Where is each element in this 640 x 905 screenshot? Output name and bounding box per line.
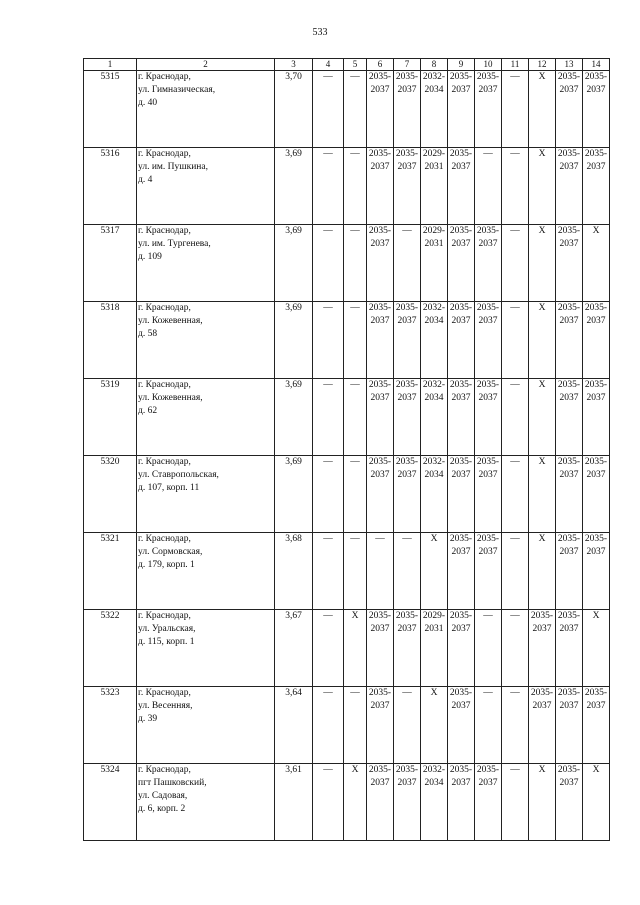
value-cell-col-7: 2035-2037 [394, 302, 421, 379]
value-cell-col-5: — [344, 379, 367, 456]
address-cell [137, 687, 275, 764]
value-cell-col-6: 2035-2037 [367, 456, 394, 533]
address-line: ул. Ставропольская, [138, 470, 219, 480]
table-row [84, 302, 610, 379]
value-cell-col-11: — [502, 379, 529, 456]
table-row [84, 764, 610, 841]
value-cell-col-11: — [502, 302, 529, 379]
value-cell-col-5: — [344, 456, 367, 533]
address-cell [137, 610, 275, 687]
value-cell-col-7: 2035-2037 [394, 610, 421, 687]
value-cell-col-10: 2035-2037 [475, 456, 502, 533]
value-cell-col-10: 2035-2037 [475, 764, 502, 841]
table-row [84, 148, 610, 225]
column-number-10: 10 [475, 59, 502, 71]
value-cell-col-6: — [367, 533, 394, 610]
value-cell-col-14: 2035-2037 [583, 533, 610, 610]
value-cell-col-14: 2035-2037 [583, 379, 610, 456]
value-cell-col-12: Х [529, 225, 556, 302]
registry-table [83, 58, 610, 841]
address-line: г. Краснодар, [138, 534, 191, 544]
value-cell-col-8: 2032-2034 [421, 456, 448, 533]
address-line: д. 179, корп. 1 [138, 560, 195, 570]
column-number-6: 6 [367, 59, 394, 71]
value-cell-col-6: 2035-2037 [367, 71, 394, 148]
value-cell-col-4: — [313, 379, 344, 456]
value-cell-col-10: — [475, 687, 502, 764]
row-number-cell: 5324 [84, 764, 137, 841]
address-line: ул. Кожевенная, [138, 393, 203, 403]
value-cell-col-9: 2035-2037 [448, 764, 475, 841]
row-number-cell: 5319 [84, 379, 137, 456]
address-cell [137, 148, 275, 225]
column-number-3: 3 [275, 59, 313, 71]
value-cell-col-8: 2029-2031 [421, 148, 448, 225]
area-cell: 3,69 [275, 302, 313, 379]
value-cell-col-6: 2035-2037 [367, 687, 394, 764]
value-cell-col-12: Х [529, 148, 556, 225]
column-number-7: 7 [394, 59, 421, 71]
address-cell [137, 456, 275, 533]
value-cell-col-10: — [475, 148, 502, 225]
address-line: г. Краснодар, [138, 688, 191, 698]
value-cell-col-12: Х [529, 533, 556, 610]
value-cell-col-5: Х [344, 764, 367, 841]
value-cell-col-9: 2035-2037 [448, 533, 475, 610]
address-line: г. Краснодар, [138, 226, 191, 236]
value-cell-col-7: 2035-2037 [394, 379, 421, 456]
value-cell-col-9: 2035-2037 [448, 225, 475, 302]
address-cell [137, 533, 275, 610]
address-line: ул. им. Тургенева, [138, 239, 211, 249]
value-cell-col-4: — [313, 610, 344, 687]
value-cell-col-11: — [502, 456, 529, 533]
column-number-12: 12 [529, 59, 556, 71]
address-line: г. Краснодар, [138, 149, 191, 159]
row-number-cell: 5323 [84, 687, 137, 764]
area-cell: 3,69 [275, 379, 313, 456]
value-cell-col-9: 2035-2037 [448, 302, 475, 379]
value-cell-col-10: 2035-2037 [475, 225, 502, 302]
value-cell-col-14: Х [583, 225, 610, 302]
value-cell-col-7: 2035-2037 [394, 71, 421, 148]
value-cell-col-7: — [394, 533, 421, 610]
address-line: ул. Уральская, [138, 624, 196, 634]
area-cell: 3,70 [275, 71, 313, 148]
value-cell-col-5: Х [344, 610, 367, 687]
value-cell-col-6: 2035-2037 [367, 302, 394, 379]
address-cell [137, 71, 275, 148]
value-cell-col-4: — [313, 533, 344, 610]
address-cell [137, 225, 275, 302]
address-line: пгт Пашковский, [138, 778, 207, 788]
address-line: д. 4 [138, 175, 153, 185]
value-cell-col-12: Х [529, 71, 556, 148]
address-line: д. 39 [138, 714, 158, 724]
value-cell-col-4: — [313, 687, 344, 764]
area-cell: 3,67 [275, 610, 313, 687]
address-line: г. Краснодар, [138, 303, 191, 313]
value-cell-col-8: 2029-2031 [421, 610, 448, 687]
value-cell-col-4: — [313, 71, 344, 148]
value-cell-col-8: 2032-2034 [421, 71, 448, 148]
value-cell-col-6: 2035-2037 [367, 225, 394, 302]
value-cell-col-10: 2035-2037 [475, 302, 502, 379]
area-cell: 3,69 [275, 148, 313, 225]
value-cell-col-13: 2035-2037 [556, 610, 583, 687]
value-cell-col-6: 2035-2037 [367, 610, 394, 687]
value-cell-col-8: Х [421, 533, 448, 610]
value-cell-col-14: 2035-2037 [583, 71, 610, 148]
value-cell-col-7: — [394, 687, 421, 764]
column-number-13: 13 [556, 59, 583, 71]
value-cell-col-11: — [502, 148, 529, 225]
value-cell-col-9: 2035-2037 [448, 379, 475, 456]
value-cell-col-5: — [344, 533, 367, 610]
value-cell-col-7: — [394, 225, 421, 302]
address-line: ул. Гимназическая, [138, 85, 216, 95]
address-line: г. Краснодар, [138, 765, 191, 775]
value-cell-col-9: 2035-2037 [448, 148, 475, 225]
value-cell-col-7: 2035-2037 [394, 148, 421, 225]
value-cell-col-4: — [313, 302, 344, 379]
area-cell: 3,69 [275, 456, 313, 533]
address-line: г. Краснодар, [138, 380, 191, 390]
value-cell-col-14: 2035-2037 [583, 687, 610, 764]
value-cell-col-14: 2035-2037 [583, 148, 610, 225]
value-cell-col-11: — [502, 533, 529, 610]
value-cell-col-5: — [344, 71, 367, 148]
area-cell: 3,64 [275, 687, 313, 764]
value-cell-col-5: — [344, 148, 367, 225]
value-cell-col-9: 2035-2037 [448, 610, 475, 687]
value-cell-col-7: 2035-2037 [394, 764, 421, 841]
column-number-14: 14 [583, 59, 610, 71]
address-line: г. Краснодар, [138, 611, 191, 621]
value-cell-col-8: 2032-2034 [421, 302, 448, 379]
column-number-9: 9 [448, 59, 475, 71]
value-cell-col-5: — [344, 687, 367, 764]
value-cell-col-10: 2035-2037 [475, 533, 502, 610]
row-number-cell: 5316 [84, 148, 137, 225]
value-cell-col-14: Х [583, 764, 610, 841]
value-cell-col-13: 2035-2037 [556, 225, 583, 302]
value-cell-col-10: 2035-2037 [475, 379, 502, 456]
column-number-row [84, 59, 610, 71]
value-cell-col-12: Х [529, 764, 556, 841]
value-cell-col-13: 2035-2037 [556, 302, 583, 379]
table-row [84, 533, 610, 610]
value-cell-col-13: 2035-2037 [556, 533, 583, 610]
area-cell: 3,61 [275, 764, 313, 841]
address-cell [137, 764, 275, 841]
value-cell-col-12: Х [529, 302, 556, 379]
value-cell-col-11: — [502, 610, 529, 687]
table-row [84, 687, 610, 764]
table-row [84, 456, 610, 533]
address-line: д. 62 [138, 406, 158, 416]
value-cell-col-4: — [313, 148, 344, 225]
address-line: ул. Садовая, [138, 791, 188, 801]
page-number: 533 [312, 27, 328, 38]
column-number-2: 2 [137, 59, 275, 71]
value-cell-col-12: 2035-2037 [529, 687, 556, 764]
value-cell-col-12: Х [529, 379, 556, 456]
value-cell-col-8: 2029-2031 [421, 225, 448, 302]
address-line: ул. им. Пушкина, [138, 162, 208, 172]
value-cell-col-11: — [502, 687, 529, 764]
value-cell-col-11: — [502, 225, 529, 302]
value-cell-col-5: — [344, 302, 367, 379]
value-cell-col-9: 2035-2037 [448, 71, 475, 148]
value-cell-col-13: 2035-2037 [556, 148, 583, 225]
address-line: д. 107, корп. 11 [138, 483, 200, 493]
value-cell-col-10: 2035-2037 [475, 71, 502, 148]
value-cell-col-13: 2035-2037 [556, 71, 583, 148]
address-line: д. 109 [138, 252, 162, 262]
value-cell-col-6: 2035-2037 [367, 379, 394, 456]
value-cell-col-11: — [502, 71, 529, 148]
address-line: г. Краснодар, [138, 72, 191, 82]
value-cell-col-8: 2032-2034 [421, 379, 448, 456]
value-cell-col-10: — [475, 610, 502, 687]
table-row [84, 71, 610, 148]
column-number-4: 4 [313, 59, 344, 71]
value-cell-col-11: — [502, 764, 529, 841]
address-line: д. 40 [138, 98, 158, 108]
value-cell-col-13: 2035-2037 [556, 764, 583, 841]
row-number-cell: 5318 [84, 302, 137, 379]
value-cell-col-12: Х [529, 456, 556, 533]
column-number-8: 8 [421, 59, 448, 71]
address-line: д. 58 [138, 329, 158, 339]
value-cell-col-13: 2035-2037 [556, 456, 583, 533]
row-number-cell: 5315 [84, 71, 137, 148]
value-cell-col-9: 2035-2037 [448, 456, 475, 533]
column-number-11: 11 [502, 59, 529, 71]
value-cell-col-14: 2035-2037 [583, 302, 610, 379]
value-cell-col-7: 2035-2037 [394, 456, 421, 533]
area-cell: 3,68 [275, 533, 313, 610]
value-cell-col-13: 2035-2037 [556, 379, 583, 456]
row-number-cell: 5322 [84, 610, 137, 687]
value-cell-col-6: 2035-2037 [367, 148, 394, 225]
address-line: д. 6, корп. 2 [138, 804, 186, 814]
value-cell-col-14: 2035-2037 [583, 456, 610, 533]
value-cell-col-8: 2032-2034 [421, 764, 448, 841]
value-cell-col-12: 2035-2037 [529, 610, 556, 687]
value-cell-col-4: — [313, 456, 344, 533]
value-cell-col-9: 2035-2037 [448, 687, 475, 764]
address-line: г. Краснодар, [138, 457, 191, 467]
table-row [84, 379, 610, 456]
row-number-cell: 5317 [84, 225, 137, 302]
column-number-5: 5 [344, 59, 367, 71]
value-cell-col-14: Х [583, 610, 610, 687]
row-number-cell: 5320 [84, 456, 137, 533]
address-line: ул. Весенняя, [138, 701, 193, 711]
value-cell-col-4: — [313, 764, 344, 841]
address-line: ул. Кожевенная, [138, 316, 203, 326]
table-body [84, 71, 610, 841]
address-cell [137, 379, 275, 456]
address-cell [137, 302, 275, 379]
table-row [84, 610, 610, 687]
value-cell-col-4: — [313, 225, 344, 302]
table-row [84, 225, 610, 302]
row-number-cell: 5321 [84, 533, 137, 610]
value-cell-col-6: 2035-2037 [367, 764, 394, 841]
column-number-1: 1 [84, 59, 137, 71]
value-cell-col-8: Х [421, 687, 448, 764]
value-cell-col-5: — [344, 225, 367, 302]
address-line: д. 115, корп. 1 [138, 637, 195, 647]
address-line: ул. Сормовская, [138, 547, 203, 557]
area-cell: 3,69 [275, 225, 313, 302]
value-cell-col-13: 2035-2037 [556, 687, 583, 764]
